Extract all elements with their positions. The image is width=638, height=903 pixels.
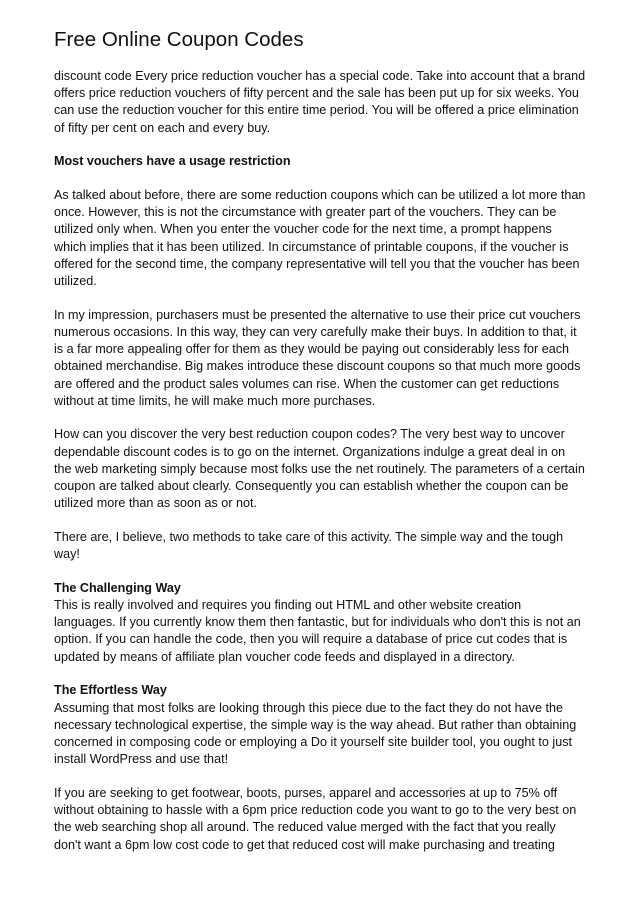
paragraph-effortless-way: Assuming that most folks are looking through this piece due to the fact they do not have the necessary technological expertise, the simple way is the way ahead. But rather than obtaining concerned in composing code or employing a Do it yourself site builder tool, you ought to just install WordPress and use that! <box>54 700 577 767</box>
document-title: Free Online Coupon Codes <box>54 28 304 51</box>
paragraph-intro: discount code Every price reduction voucher has a special code. Take into account that a brand offers price reduction vouchers of fifty percent and the sale has been put up for six weeks. You can use the reduction voucher for this entire time period. You will be offered a price elimination of fifty per cent on each and every buy. <box>54 69 586 135</box>
paragraph-challenging-way: This is really involved and requires you finding out HTML and other website creation languages. If you currently know them then fantastic, but for individuals who don't this is not an option. If you can handle the code, then you will require a database of price cut codes that is updated by means of affiliate plan voucher code feeds and displayed in a directory. <box>54 598 581 664</box>
paragraph-discover-codes: How can you discover the very best reduction coupon codes? The very best way to uncover dependable discount codes is to go on the internet. Organizations indulge a great deal in on the web marketing simply because most folks use the net routinely. The parameters of a certain coupon are talked about clearly. Consequently you can establish whether the coupon can be utilized more than as soon as or not. <box>54 427 585 511</box>
paragraph-usage-restriction: As talked about before, there are some reduction coupons which can be utilized a lot more than once. However, this is not the circumstance with greater part of the vouchers. They can be utilized only when. When you enter the voucher code for the next time, a prompt happens which implies that it has been utilized. In circumstance of printable coupons, if the voucher is offered for the second time, the company representative will tell you that the voucher has been utilized. <box>54 188 586 289</box>
paragraph-two-methods: There are, I believe, two methods to take care of this activity. The simple way and the tough way! <box>54 529 564 562</box>
heading-effortless-way: The Effortless Way <box>54 683 167 698</box>
paragraph-purchaser-opinion: In my impression, purchasers must be presented the alternative to use their price cut vouchers numerous occasions. In this way, they can very carefully make their buys. In addition to that, it is a far more appealing offer for them as they would be paying out considerably less for each obtained merchandise. Big makes introduce these discount coupons so that much more goods are offered and the product sales volumes can rise. When the customer can get reductions without at time limits, he will make much more purchases. <box>54 307 581 408</box>
paragraph-footwear: If you are seeking to get footwear, boots, purses, apparel and accessories at up to 75% off without obtaining to hassle with a 6pm price reduction code you want to go to the very best on the web searching shop all around. The reduced value merged with the fact that you really don't want a 6pm low cost code to get that reduced cost will make purchasing and treating <box>54 785 577 852</box>
heading-challenging-way: The Challenging Way <box>54 580 181 595</box>
document-page <box>54 26 586 870</box>
heading-usage-restriction: Most vouchers have a usage restriction <box>54 154 291 169</box>
